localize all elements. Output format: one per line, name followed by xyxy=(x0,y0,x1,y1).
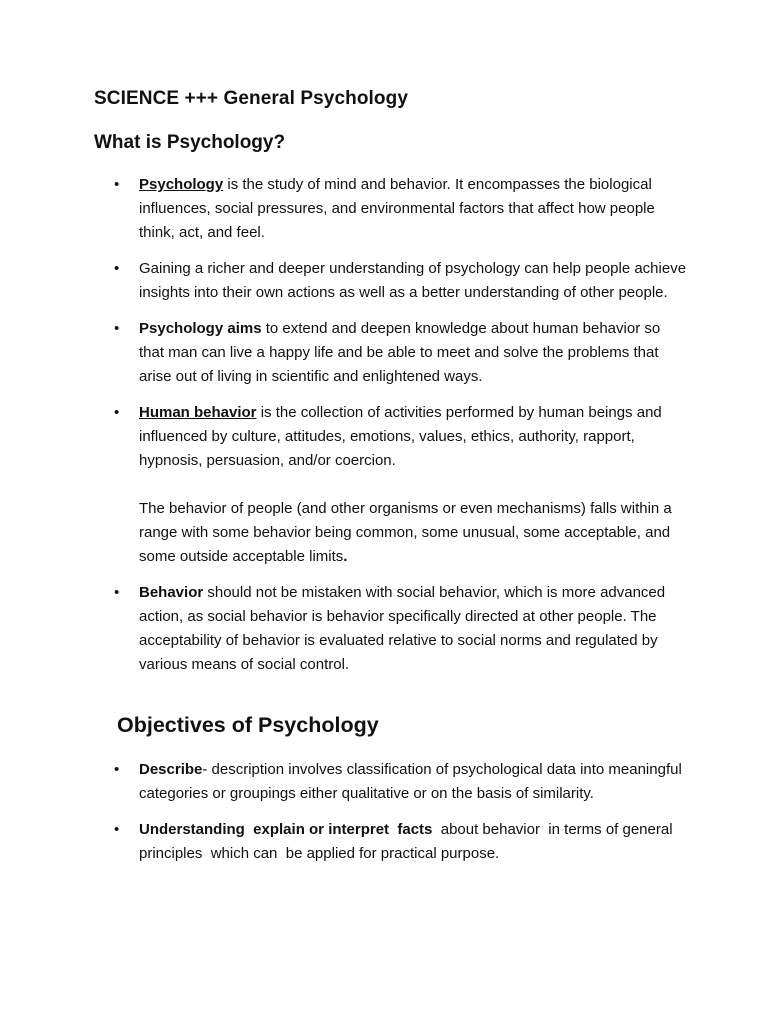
list-item xyxy=(0,758,768,806)
bullet-icon: • xyxy=(114,176,120,193)
bullet-icon: • xyxy=(114,320,120,337)
bullet-icon: • xyxy=(114,404,120,421)
list-item xyxy=(0,581,768,677)
item-text: - description involves classification of psychological data into meaningful categories or groupings either qualitative or on the basis of similarity. xyxy=(139,761,682,802)
list-item xyxy=(0,173,768,245)
item-text: to extend and deepen knowledge about human behavior so that man can live a happy life and be able to meet and solve the problems that arise out of living in scientific and enlightened ways. xyxy=(139,320,661,385)
objectives-list xyxy=(0,758,768,878)
paragraph-text: The behavior of people (and other organisms or even mechanisms) falls within a range with some behavior being common, some unusual, some acceptable, and some outside acceptable limits xyxy=(139,500,672,565)
term-psychology-aims: Psychology aims xyxy=(139,320,262,337)
list-item xyxy=(0,317,768,389)
paragraph-end-period: . xyxy=(343,548,348,565)
term-describe: Describe xyxy=(139,761,203,778)
item-text: is the study of mind and behavior. It encompasses the biological influences, social pressures, and environmental factors that affect how people think, act, and feel. xyxy=(139,176,655,241)
bullet-icon: • xyxy=(114,821,120,838)
item-paragraph xyxy=(139,497,688,569)
term-human-behavior: Human behavior xyxy=(139,404,257,421)
term-psychology: Psychology xyxy=(139,176,224,193)
item-text: Gaining a richer and deeper understanding of psychology can help people achieve insights into their own actions as well as a better understanding of other people. xyxy=(139,260,687,301)
bullet-icon: • xyxy=(114,584,120,601)
item-text: is the collection of activities performed by human beings and influenced by culture, attitudes, emotions, values, ethics, authority, rapport, hypnosis, persuasion, and/or coercion. xyxy=(139,404,662,469)
item-text: about behavior in terms of general principles which can be applied for practical purpose. xyxy=(139,821,677,862)
bullet-icon: • xyxy=(114,761,120,778)
term-behavior: Behavior xyxy=(139,584,204,601)
section-heading-what-is-psychology: What is Psychology? xyxy=(94,132,286,153)
term-understanding: Understanding explain or interpret facts xyxy=(139,821,433,838)
document-title: SCIENCE +++ General Psychology xyxy=(94,88,408,109)
section-heading-objectives: Objectives of Psychology xyxy=(117,713,379,737)
list-item xyxy=(0,257,768,305)
bullet-icon: • xyxy=(114,260,120,277)
list-item xyxy=(0,401,768,569)
definitions-list xyxy=(0,173,768,689)
list-item xyxy=(0,818,768,866)
item-text: should not be mistaken with social behavior, which is more advanced action, as social behavior is behavior specifically directed at other people. The acceptability of behavior is evaluated relative to social norms and regulated by various means of social control. xyxy=(139,584,666,673)
